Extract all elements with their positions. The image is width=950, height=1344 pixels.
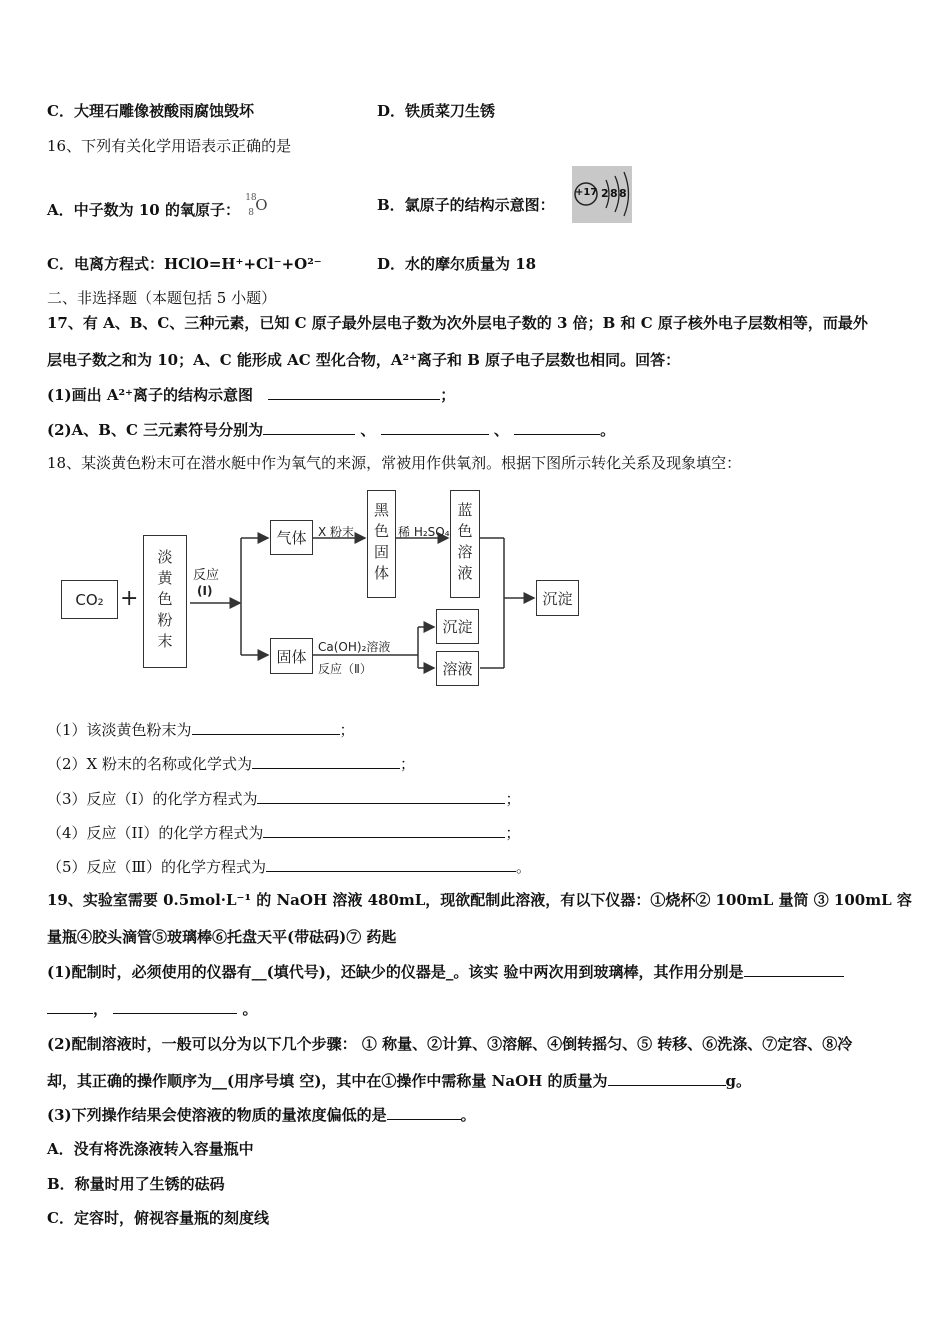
q18-sub-1 xyxy=(47,720,355,740)
shell-3-electrons: 8 xyxy=(619,187,627,200)
q19-stem-line-1: 19、实验室需要 0.5mol·L⁻¹ 的 NaOH 溶液 480mL，现欲配制此溶液，有以下仪器：①烧杯② 100mL 量筒 ③ 100mL 容 xyxy=(47,891,912,909)
dilute-sulfuric-acid-label: 稀 H₂SO₄ xyxy=(398,525,450,539)
q19-sub-3-text: (3)下列操作结果会使溶液的物质的量浓度偏低的是 xyxy=(47,1106,387,1124)
q19-sub-2-unit: g。 xyxy=(725,1072,752,1090)
q16-option-c: C．电离方程式：HClO=H⁺+Cl⁻+O²⁻ xyxy=(47,255,322,273)
answer-blank[interactable] xyxy=(266,857,516,872)
q15-option-d: D．铁质菜刀生锈 xyxy=(377,102,496,120)
answer-blank[interactable] xyxy=(744,962,844,977)
separator: ， xyxy=(93,1000,109,1018)
q19-sub-3 xyxy=(47,1105,476,1125)
q19-option-a: A．没有将洗涤液转入容量瓶中 xyxy=(47,1140,254,1158)
oxygen-isotope-notation xyxy=(245,193,268,218)
gas-label: 气体 xyxy=(276,529,307,547)
element-symbol: O xyxy=(255,196,268,214)
mass-number: 18 xyxy=(245,193,257,203)
final-precipitate-label: 沉淀 xyxy=(542,589,573,608)
precipitate-2-label: 沉淀 xyxy=(442,618,473,636)
x-powder-label: X 粉末 xyxy=(318,525,355,539)
q18-sub-3-text: （3）反应（I）的化学方程式为 xyxy=(47,790,258,808)
q19-sub-2-text: 却，其正确的操作顺序为__(用序号填 空)，其中在①操作中需称量 NaOH 的质量为 xyxy=(47,1072,608,1090)
q18-sub-1-end: ； xyxy=(339,721,355,739)
q17-stem-line-1: 17、有 A、B、C、三种元素，已知 C 原子最外层电子数为次外层电子数的 3 倍；B 和 C 原子核外电子层数相等，而最外 xyxy=(47,314,868,332)
q19-sub-3-end: 。 xyxy=(460,1106,476,1124)
q18-sub-2-end: ； xyxy=(400,755,416,773)
q16-option-b: B．氯原子的结构示意图： xyxy=(377,196,555,214)
solid-label: 固体 xyxy=(276,647,307,666)
q17-end: 。 xyxy=(600,421,616,439)
answer-blank[interactable] xyxy=(268,385,440,400)
atomic-number: 8 xyxy=(248,208,254,218)
gas-box xyxy=(270,520,313,555)
q17-sub-1-end: ； xyxy=(440,386,456,404)
reaction-1-label: 反应 xyxy=(193,568,220,583)
q18-stem: 18、某淡黄色粉末可在潜水艇中作为氧气的来源，常被用作供氧剂。根据下图所示转化关系及现象填空： xyxy=(47,454,742,472)
q17-sub-1-text: (1)画出 A²⁺离子的结构示意图 xyxy=(47,386,253,404)
q18-sub-4 xyxy=(47,823,520,843)
q18-sub-1-text: （1）该淡黄色粉末为 xyxy=(47,721,192,739)
shell-1-electrons: 2 xyxy=(601,187,609,200)
q19-sub-2-line-2 xyxy=(47,1071,751,1091)
precipitate-2-box xyxy=(436,609,479,644)
q18-sub-2-text: （2）X 粉末的名称或化学式为 xyxy=(47,755,252,773)
blue-solution-box xyxy=(450,490,480,598)
q16-stem: 16、下列有关化学用语表示正确的是 xyxy=(47,137,292,155)
q18-sub-5-end: 。 xyxy=(516,858,532,876)
answer-blank[interactable] xyxy=(252,754,400,769)
answer-blank[interactable] xyxy=(257,789,505,804)
pale-yellow-powder-label: 淡黄色粉末 xyxy=(155,549,174,654)
q19-sub-1 xyxy=(47,962,844,982)
q18-sub-5-text: （5）反应（Ⅲ）的化学方程式为 xyxy=(47,858,267,876)
solid-box xyxy=(270,638,313,674)
blue-solution-label: 蓝色溶液 xyxy=(455,502,474,586)
final-precipitate-box xyxy=(536,580,579,616)
q18-sub-3 xyxy=(47,789,521,809)
answer-blank[interactable] xyxy=(113,999,237,1014)
separator: 、 xyxy=(493,421,509,439)
calcium-hydroxide-label: Ca(OH)₂溶液 xyxy=(318,640,391,654)
q18-sub-3-end: ； xyxy=(505,790,521,808)
q15-option-c: C．大理石雕像被酸雨腐蚀毁坏 xyxy=(47,102,254,120)
q19-stem-line-2: 量瓶④胶头滴管⑤玻璃棒⑥托盘天平(带砝码)⑦ 药匙 xyxy=(47,928,397,946)
q17-sub-2 xyxy=(47,420,615,440)
answer-blank[interactable] xyxy=(608,1071,726,1086)
q19-option-b: B．称量时用了生锈的砝码 xyxy=(47,1175,225,1193)
q17-stem-line-2: 层电子数之和为 10；A、C 能形成 AC 型化合物，A²⁺离子和 B 原子电子层数也相同。回答： xyxy=(47,351,681,369)
answer-blank[interactable] xyxy=(192,720,340,735)
q18-sub-4-text: （4）反应（II）的化学方程式为 xyxy=(47,824,264,842)
q16-option-a xyxy=(47,195,267,220)
reaction-1-number: (Ⅰ) xyxy=(197,584,213,598)
q16-option-a-label: A．中子数为 10 的氧原子： xyxy=(47,201,240,219)
q17-sub-2-text: (2)A、B、C 三元素符号分别为 xyxy=(47,421,264,439)
q19-sub-2-line-1: (2)配制溶液时，一般可以分为以下几个步骤： ① 称量、②计算、③溶解、④倒转摇匀、⑤ 转移、⑥洗涤、⑦定容、⑧冷 xyxy=(47,1035,853,1053)
black-solid-label: 黑色固体 xyxy=(372,502,390,586)
q19-sub-1-text: (1)配制时，必须使用的仪器有__(填代号)，还缺少的仪器是_。该实 验中两次用到玻璃棒，其作用分别是 xyxy=(47,963,744,981)
q17-sub-1 xyxy=(47,385,455,405)
q18-sub-4-end: ； xyxy=(505,824,521,842)
answer-blank[interactable] xyxy=(387,1105,461,1120)
pale-yellow-powder-box xyxy=(143,535,187,668)
q19-sub-1-continued xyxy=(47,999,258,1019)
section-2-heading: 二、非选择题（本题包括 5 小题） xyxy=(47,289,277,307)
answer-blank[interactable] xyxy=(263,420,355,435)
co2-label: CO₂ xyxy=(75,590,104,609)
answer-blank[interactable] xyxy=(263,823,505,838)
q18-sub-5 xyxy=(47,857,531,877)
plus-sign: + xyxy=(120,586,139,611)
answer-blank[interactable] xyxy=(514,420,600,435)
shell-2-electrons: 8 xyxy=(610,187,618,200)
answer-blank[interactable] xyxy=(47,999,93,1014)
separator: 、 xyxy=(360,421,376,439)
q18-sub-2 xyxy=(47,754,415,774)
black-solid-box xyxy=(367,490,396,598)
co2-box xyxy=(61,580,118,619)
solution-label: 溶液 xyxy=(442,660,473,678)
chlorine-atom-structure-diagram xyxy=(572,166,632,223)
q16-option-d: D．水的摩尔质量为 18 xyxy=(377,255,537,273)
answer-blank[interactable] xyxy=(381,420,489,435)
q19-sub-1-end: 。 xyxy=(242,1000,258,1018)
q19-option-c: C．定容时，俯视容量瓶的刻度线 xyxy=(47,1209,269,1227)
nucleus-charge: +17 xyxy=(575,187,598,198)
solution-box xyxy=(436,651,479,686)
reaction-2-label: 反应（Ⅱ） xyxy=(318,662,372,676)
